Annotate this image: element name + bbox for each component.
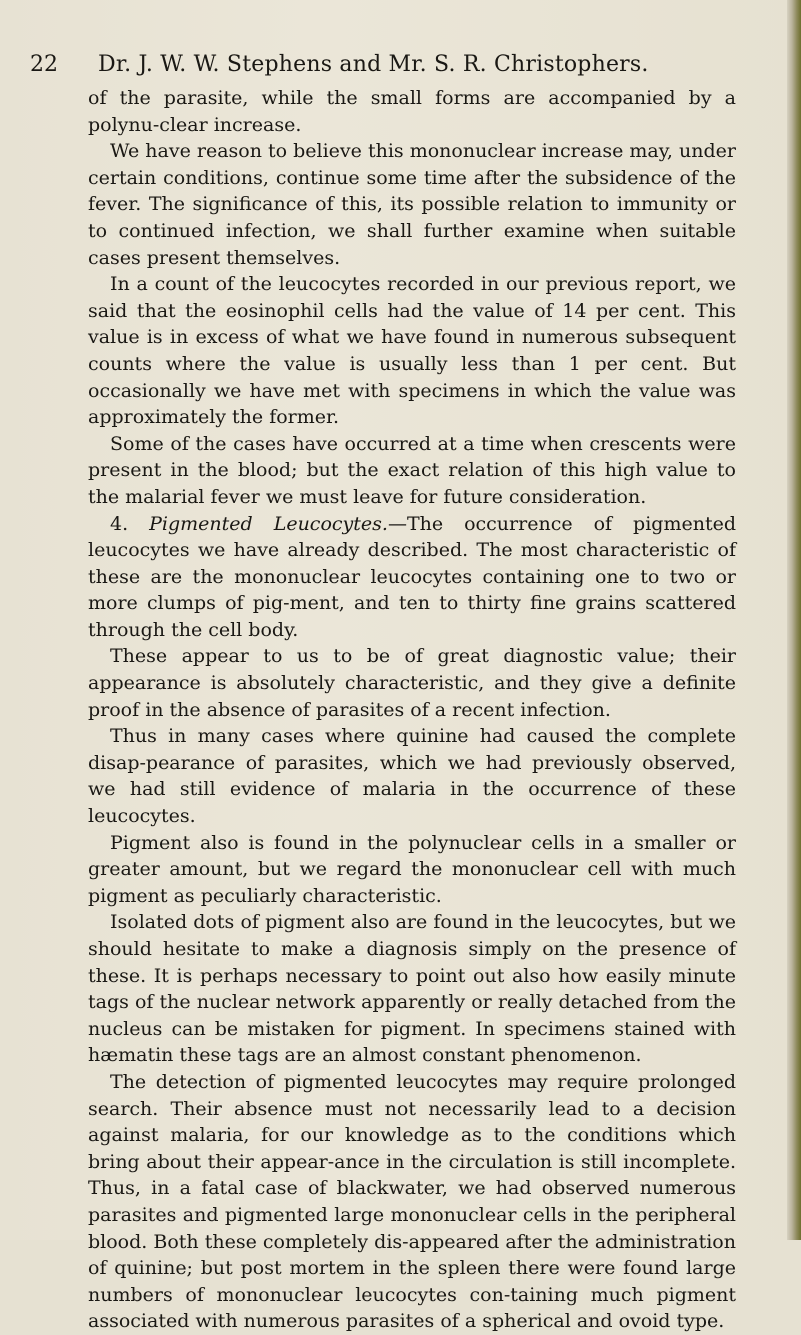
page-edge: [787, 0, 801, 1240]
body-text: [88, 85, 736, 1335]
paragraph-2: We have reason to believe this mononuclear increase may, under certain conditions, continue some time after the subsidence of the fever. The significance of this, its possible relation to immunity or to continued infection, we shall further examine when suitable cases present themselves.: [88, 140, 736, 269]
page-number: 22: [30, 52, 58, 77]
running-head: Dr. J. W. W. Stephens and Mr. S. R. Christophers.: [98, 52, 649, 77]
paragraph-7: Thus in many cases where quinine had caused the complete disap-pearance of parasites, which we had previously observed, we had still evidence of malaria in the occurrence of these leucocytes.: [88, 725, 736, 828]
section-text: —The occurrence of pigmented leucocytes we have already described. The most characteristic of these are the mononuclear leucocytes containing one to two or more clumps of pig-ment, and ten to thirty fine grains scattered through the cell body.: [88, 512, 736, 641]
section-pigmented-leucocytes: [88, 511, 736, 644]
paragraph-4: Some of the cases have occurred at a time when crescents were present in the blood; but the exact relation of this high value to the malarial fever we must leave for future consideration.: [88, 432, 736, 508]
section-heading: Pigmented Leucocytes.: [149, 512, 388, 535]
paragraph-1: of the parasite, while the small forms are accompanied by a polynu-clear increase.: [88, 87, 736, 136]
page-header: [30, 48, 770, 82]
paragraph-3: In a count of the leucocytes recorded in our previous report, we said that the eosinophil cells had the value of 14 per cent. This value is in excess of what we have found in numerous subsequent counts where the value is usually less than 1 per cent. But occasionally we have met with specimens in which the value was approximately the former.: [88, 273, 736, 429]
paragraph-10: The detection of pigmented leucocytes may require prolonged search. Their absence must not necessarily lead to a decision against malaria, for our knowledge as to the conditions which bring about their appear-ance in the circulation is still incomplete. Thus, in a fatal case of blackwater, we had observed numerous parasites and pigmented large mononuclear cells in the peripheral blood. Both these completely dis-appeared after the administration of quinine; but post mortem in the spleen there were found large numbers of mononuclear leucocytes con-taining much pigment associated with numerous parasites of a spherical and ovoid type.: [88, 1070, 736, 1333]
section-number: 4.: [110, 512, 129, 535]
paragraph-8: Pigment also is found in the polynuclear cells in a smaller or greater amount, but we regard the mononuclear cell with much pigment as peculiarly characteristic.: [88, 831, 736, 907]
paragraph-6: These appear to us to be of great diagnostic value; their appearance is absolutely characteristic, and they give a definite proof in the absence of parasites of a recent infection.: [88, 645, 736, 721]
paragraph-9: Isolated dots of pigment also are found in the leucocytes, but we should hesitate to make a diagnosis simply on the presence of these. It is perhaps necessary to point out also how easily minute tags of the nuclear network apparently or really detached from the nucleus can be mistaken for pigment. In specimens stained with hæmatin these tags are an almost constant phenomenon.: [88, 911, 736, 1067]
